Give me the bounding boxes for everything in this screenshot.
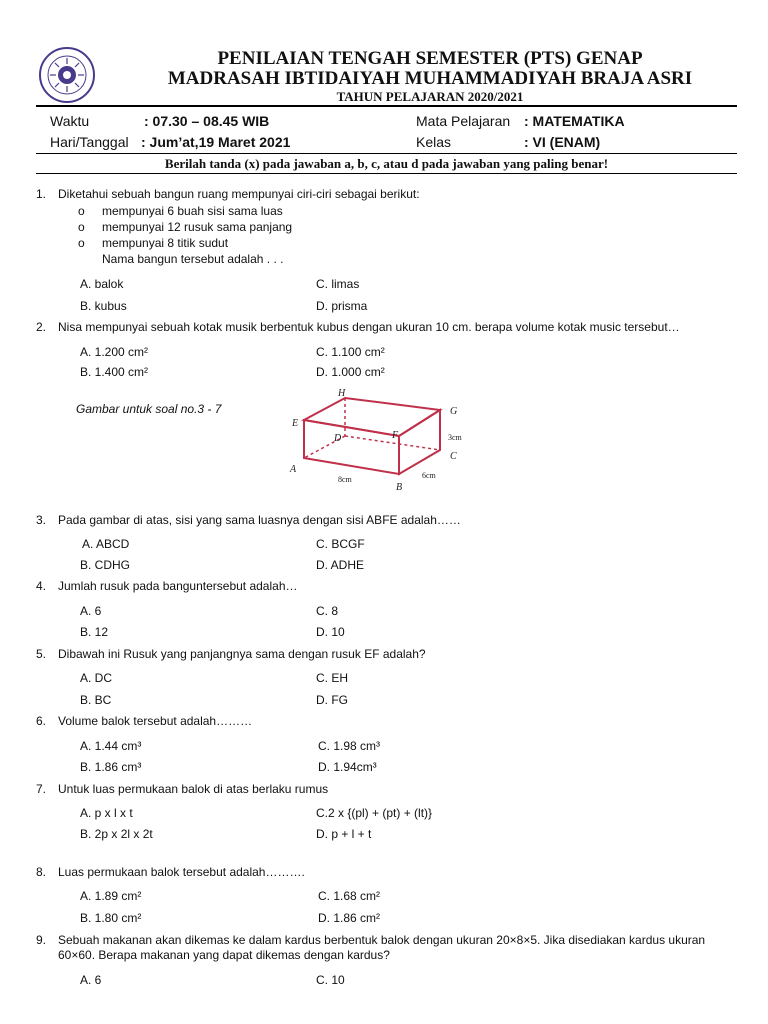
q3-option-c[interactable]: C. BCGF xyxy=(316,537,365,551)
dim-width-label: 6cm xyxy=(422,471,436,480)
q5-text: Dibawah ini Rusuk yang panjangnya sama dengan rusuk EF adalah? xyxy=(58,647,426,661)
q6-option-b[interactable]: B. 1.86 cm³ xyxy=(80,760,142,774)
q4-option-b[interactable]: B. 12 xyxy=(80,625,109,639)
q8-option-b[interactable]: B. 1.80 cm² xyxy=(80,911,142,925)
dim-length-label: 8cm xyxy=(338,475,352,484)
q9-text: Sebuah makanan akan dikemas ke dalam kardus berbentuk balok dengan ukuran 20×8×5. Jika disediakan kardus ukuran xyxy=(58,933,706,947)
q2-option-c[interactable]: C. 1.100 cm² xyxy=(316,345,385,359)
q1-text: Diketahui sebuah bangun ruang mempunyai ciri-ciri sebagai berikut: xyxy=(58,187,420,201)
vertex-e-label: E xyxy=(292,418,299,429)
figure-caption: Gambar untuk soal no.3 - 7 xyxy=(76,402,222,416)
q2-number: 2. xyxy=(36,320,47,334)
q5-option-d[interactable]: D. FG xyxy=(316,693,348,707)
school-logo xyxy=(38,46,96,104)
info-divider xyxy=(36,153,737,154)
q6-option-c[interactable]: C. 1.98 cm³ xyxy=(318,739,381,753)
q2-option-d[interactable]: D. 1.000 cm² xyxy=(316,365,385,379)
q8-option-d[interactable]: D. 1.86 cm² xyxy=(318,911,381,925)
q1-option-b[interactable]: B. kubus xyxy=(80,299,127,313)
q1-number: 1. xyxy=(36,187,47,201)
q1-bullet: mempunyai 6 buah sisi sama luas xyxy=(102,204,283,218)
q3-text: Pada gambar di atas, sisi yang sama luasnya dengan sisi ABFE adalah…… xyxy=(58,513,461,527)
school-year: TAHUN PELAJARAN 2020/2021 xyxy=(336,89,524,104)
instruction-divider xyxy=(36,173,737,174)
q9-option-a[interactable]: A. 6 xyxy=(80,973,102,987)
q5-option-c[interactable]: C. EH xyxy=(316,671,349,685)
q7-option-b[interactable]: B. 2p x 2l x 2t xyxy=(80,827,153,841)
waktu-value: : 07.30 – 08.45 WIB xyxy=(144,113,270,129)
q8-option-c[interactable]: C. 1.68 cm² xyxy=(318,889,381,903)
hari-value: : Jum’at,19 Maret 2021 xyxy=(141,134,291,150)
q1-bullet-mark: o xyxy=(78,204,85,218)
instruction: Berilah tanda (x) pada jawaban a, b, c, atau d pada jawaban yang paling benar! xyxy=(164,156,609,171)
dim-height-label: 3cm xyxy=(448,433,462,442)
cuboid-right-face xyxy=(399,410,440,474)
q6-option-a[interactable]: A. 1.44 cm³ xyxy=(80,739,142,753)
q1-option-d[interactable]: D. prisma xyxy=(316,299,368,313)
vertex-g-label: G xyxy=(450,406,458,417)
q1-bullet-mark: o xyxy=(78,220,85,234)
kelas-value: : VI (ENAM) xyxy=(524,134,601,150)
vertex-a-label: A xyxy=(290,464,297,475)
q8-number: 8. xyxy=(36,865,47,879)
header-divider xyxy=(36,105,737,107)
vertex-f-label: F xyxy=(392,430,399,441)
q1-prompt: Nama bangun tersebut adalah . . . xyxy=(102,252,284,266)
q4-option-d[interactable]: D. 10 xyxy=(316,625,345,639)
mapel-value: : MATEMATIKA xyxy=(524,113,625,129)
q7-option-c[interactable]: C.2 x {(pl) + (pt) + (lt)} xyxy=(316,806,433,820)
q6-text: Volume balok tersebut adalah……… xyxy=(58,714,253,728)
kelas-label: Kelas xyxy=(416,134,452,150)
q4-text: Jumlah rusuk pada banguntersebut adalah… xyxy=(58,579,298,593)
q5-option-a[interactable]: A. DC xyxy=(80,671,113,685)
q4-option-c[interactable]: C. 8 xyxy=(316,604,339,618)
q1-option-c[interactable]: C. limas xyxy=(316,277,360,291)
vertex-d-label: D xyxy=(334,433,342,444)
hari-label: Hari/Tanggal xyxy=(50,134,129,150)
q2-option-a[interactable]: A. 1.200 cm² xyxy=(80,345,149,359)
q8-option-a[interactable]: A. 1.89 cm² xyxy=(80,889,142,903)
vertex-c-label: C xyxy=(450,451,457,462)
q3-number: 3. xyxy=(36,513,47,527)
cuboid-figure xyxy=(280,384,480,494)
q4-option-a[interactable]: A. 6 xyxy=(80,604,102,618)
school-name: MADRASAH IBTIDAIYAH MUHAMMADIYAH BRAJA ASRI xyxy=(167,68,693,89)
q7-text: Untuk luas permukaan balok di atas berlaku rumus xyxy=(58,782,329,796)
q3-option-a[interactable]: A. ABCD xyxy=(82,537,130,551)
vertex-h-label: H xyxy=(338,388,346,399)
mapel-label: Mata Pelajaran xyxy=(416,113,511,129)
waktu-label: Waktu xyxy=(50,113,90,129)
q1-option-a[interactable]: A. balok xyxy=(80,277,124,291)
q4-number: 4. xyxy=(36,579,47,593)
q7-option-d[interactable]: D. p + l + t xyxy=(316,827,372,841)
q9-number: 9. xyxy=(36,933,47,947)
q7-option-a[interactable]: A. p x l x t xyxy=(80,806,133,820)
q8-text: Luas permukaan balok tersebut adalah………. xyxy=(58,865,305,879)
q3-option-d[interactable]: D. ADHE xyxy=(316,558,365,572)
q5-option-b[interactable]: B. BC xyxy=(80,693,112,707)
q9-option-c[interactable]: C. 10 xyxy=(316,973,345,987)
vertex-b-label: B xyxy=(396,482,403,493)
q5-number: 5. xyxy=(36,647,47,661)
q3-option-b[interactable]: B. CDHG xyxy=(80,558,131,572)
q1-bullet-mark: o xyxy=(78,236,85,250)
q2-text: Nisa mempunyai sebuah kotak musik berbentuk kubus dengan ukuran 10 cm. berapa volume kotak music tersebut… xyxy=(58,320,680,334)
q9-text-continued: 60×60. Berapa makanan yang dapat dikemas dengan kardus? xyxy=(58,948,390,962)
q7-number: 7. xyxy=(36,782,47,796)
q2-option-b[interactable]: B. 1.400 cm² xyxy=(80,365,149,379)
q6-number: 6. xyxy=(36,714,47,728)
exam-title: PENILAIAN TENGAH SEMESTER (PTS) GENAP xyxy=(217,48,643,69)
q1-bullet: mempunyai 8 titik sudut xyxy=(102,236,229,250)
q6-option-d[interactable]: D. 1.94cm³ xyxy=(318,760,377,774)
cuboid-top-face xyxy=(304,398,440,436)
q1-bullet: mempunyai 12 rusuk sama panjang xyxy=(102,220,293,234)
